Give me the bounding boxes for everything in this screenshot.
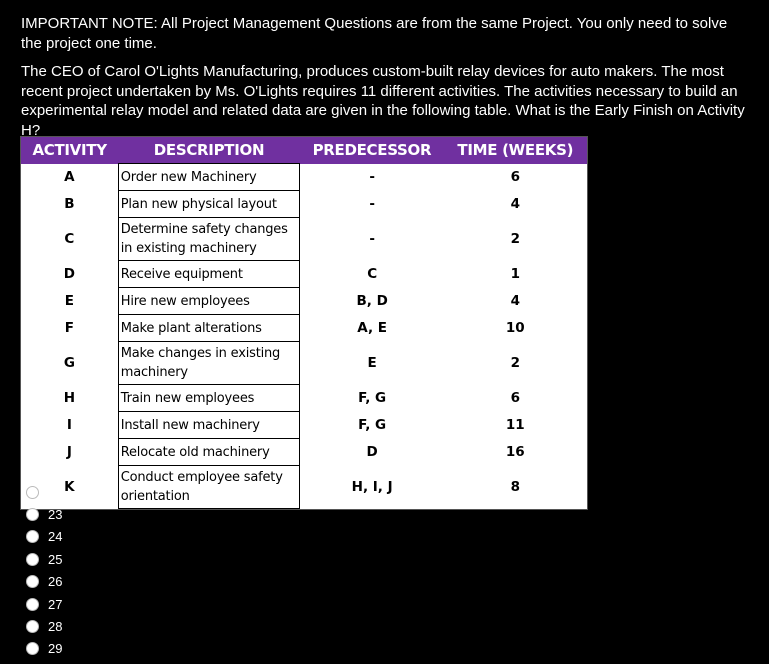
answer-option[interactable]	[26, 548, 62, 570]
answer-option[interactable]	[26, 638, 62, 660]
answer-option[interactable]	[26, 593, 62, 615]
time-cell: 2	[510, 355, 520, 371]
predecessor-cell: -	[369, 196, 375, 212]
table-row	[21, 466, 587, 509]
predecessor-cell: H, I, J	[351, 479, 393, 495]
predecessor-cell: F, G	[358, 417, 387, 433]
activity-cell: K	[64, 479, 75, 495]
description-cell: Conduct employee safety orientation	[118, 466, 299, 509]
answer-option[interactable]	[26, 571, 62, 593]
table-row	[21, 261, 587, 288]
activity-cell: C	[64, 231, 75, 247]
option-label: 26	[48, 574, 63, 590]
option-label: 25	[48, 551, 63, 567]
question-note: IMPORTANT NOTE: All Project Management Questions are from the same Project. You only need to solve the project one time.	[21, 15, 728, 52]
answer-options	[26, 481, 62, 660]
activity-cell: F	[64, 320, 74, 336]
activity-cell: H	[63, 390, 76, 406]
answer-option[interactable]	[26, 615, 62, 637]
activity-table	[20, 136, 588, 510]
radio-button[interactable]	[26, 553, 39, 566]
radio-button[interactable]	[26, 598, 39, 611]
radio-button[interactable]	[26, 620, 39, 633]
description-cell: Determine safety changes in existing machinery	[118, 218, 299, 261]
option-label: 27	[48, 596, 63, 612]
time-cell: 6	[510, 390, 520, 406]
predecessor-cell: C	[367, 266, 378, 282]
table-row	[21, 385, 587, 412]
time-cell: 2	[510, 231, 520, 247]
radio-button[interactable]	[26, 575, 39, 588]
table-row	[21, 342, 587, 385]
time-cell: 1	[510, 266, 520, 282]
table-row	[21, 412, 587, 439]
predecessor-cell: A, E	[357, 320, 388, 336]
header-predecessor: PREDECESSOR	[312, 141, 432, 160]
option-label: 24	[48, 529, 63, 545]
time-cell: 6	[510, 169, 520, 185]
activity-cell: J	[66, 444, 72, 460]
description-cell: Hire new employees	[118, 288, 299, 315]
table-row	[21, 315, 587, 342]
predecessor-cell: B, D	[356, 293, 388, 309]
option-label: 29	[48, 641, 63, 657]
option-label: 23	[48, 507, 63, 523]
activity-cell: D	[63, 266, 75, 282]
option-label: 28	[48, 619, 63, 635]
time-cell: 16	[505, 444, 525, 460]
predecessor-cell: -	[369, 231, 375, 247]
description-cell: Train new employees	[118, 385, 299, 412]
time-cell: 8	[510, 479, 520, 495]
header-activity: ACTIVITY	[32, 141, 107, 160]
description-cell: Plan new physical layout	[118, 191, 299, 218]
radio-button[interactable]	[26, 508, 39, 521]
header-description: DESCRIPTION	[153, 141, 265, 159]
radio-button[interactable]	[26, 642, 39, 655]
description-cell: Receive equipment	[118, 261, 299, 288]
description-cell: Relocate old machinery	[118, 439, 299, 466]
predecessor-cell: E	[367, 355, 377, 371]
option-label: 22	[48, 484, 63, 500]
answer-option[interactable]	[26, 526, 62, 548]
header-time: TIME (WEEKS)	[457, 141, 574, 160]
radio-button[interactable]	[26, 486, 39, 499]
question-text	[21, 14, 751, 140]
table-row	[21, 191, 587, 218]
answer-option[interactable]	[26, 503, 62, 525]
description-cell: Order new Machinery	[118, 164, 299, 191]
answer-option[interactable]	[26, 481, 62, 503]
time-cell: 4	[510, 196, 520, 212]
predecessor-cell: -	[369, 169, 375, 185]
description-cell: Make plant alterations	[118, 315, 299, 342]
time-cell: 11	[505, 417, 525, 433]
activity-cell: E	[64, 293, 74, 309]
activity-cell: I	[66, 417, 72, 433]
table-row	[21, 164, 587, 191]
description-cell: Install new machinery	[118, 412, 299, 439]
time-cell: 10	[505, 320, 525, 336]
table-row	[21, 288, 587, 315]
time-cell: 4	[510, 293, 520, 309]
activity-cell: B	[64, 196, 75, 212]
activity-cell: G	[63, 355, 75, 371]
activity-cell: A	[64, 169, 75, 185]
table-row	[21, 439, 587, 466]
table-row	[21, 218, 587, 261]
description-cell: Make changes in existing machinery	[118, 342, 299, 385]
radio-button[interactable]	[26, 530, 39, 543]
table-header-row	[21, 137, 587, 164]
question-body: The CEO of Carol O'Lights Manufacturing, produces custom-built relay devices for auto makers. The most recent project undertaken by Ms. O'Lights requires 11 different activities. The activities necessary to build an experimental relay model and related data are given in the following table. What is the Early Finish on Activity H?	[21, 63, 745, 139]
predecessor-cell: D	[366, 444, 378, 460]
predecessor-cell: F, G	[358, 390, 387, 406]
